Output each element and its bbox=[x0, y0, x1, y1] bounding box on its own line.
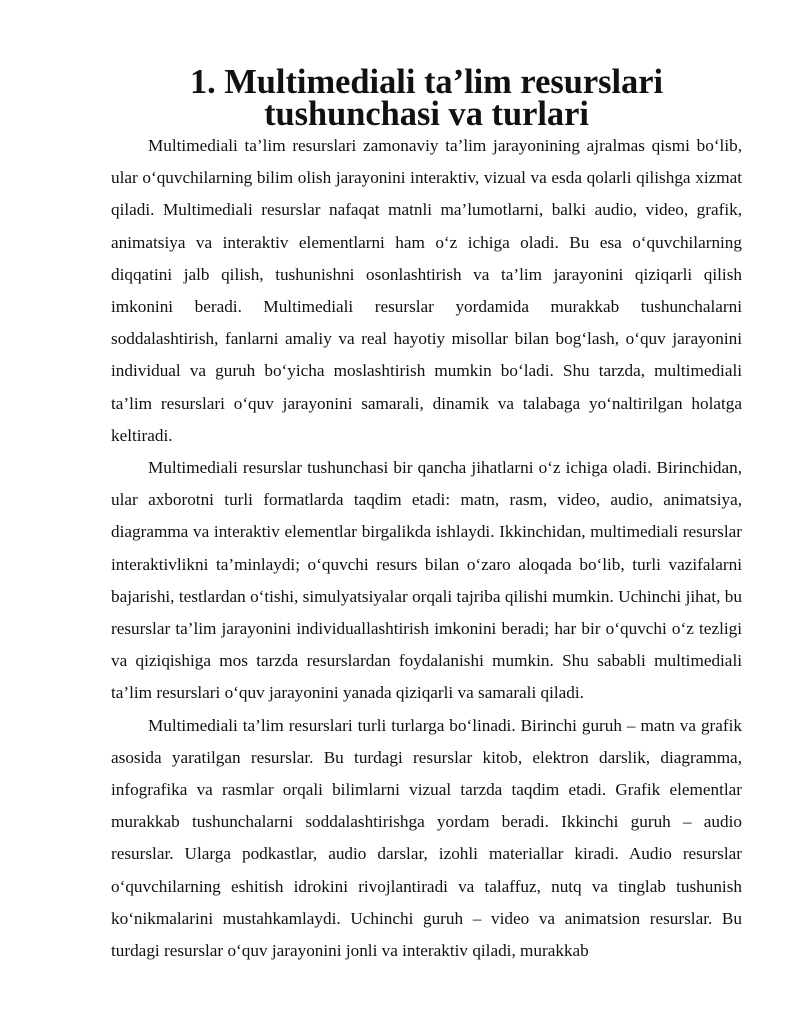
section-title: 1. Multimediali ta’lim resurslari tushunchasi va turlari bbox=[189, 63, 664, 133]
document-page bbox=[111, 63, 742, 967]
paragraph-2: Multimediali resurslar tushunchasi bir qancha jihatlarni o‘z ichiga oladi. Birinchidan, ular axborotni turli formatlarda taqdim etadi: matn, rasm, video, audio, animatsiya, diagramma va interaktiv elementlar birgalikda ishlaydi. Ikkinchidan, multimediali resurslar interaktivlikni ta’minlaydi; o‘quvchi resurs bilan o‘zaro aloqada bo‘lib, turli vazifalarni bajarishi, testlardan o‘tishi, simulyatsiyalar orqali tajriba qilishi mumkin. Uchinchi jihat, bu resurslar ta’lim jarayonini individuallashtirish imkonini beradi; har bir o‘quvchi o‘z tezligi va qiziqishiga mos tarzda resurslardan foydalanishi mumkin. Shu sababli multimediali ta’lim resurslari o‘quv jarayonini yanada qiziqarli va samarali qiladi. bbox=[111, 458, 742, 703]
paragraph-3: Multimediali ta’lim resurslari turli turlarga bo‘linadi. Birinchi guruh – matn va grafik asosida yaratilgan resurslar. Bu turdagi resurslar kitob, elektron darslik, diagramma, infografika va rasmlar orqali bilimlarni vizual tarzda taqdim etadi. Grafik elementlar murakkab tushunchalarni soddalashtirishga yordam beradi. Ikkinchi guruh – audio resurslar. Ularga podkastlar, audio darslar, izohli materiallar kiradi. Audio resurslar o‘quvchilarning eshitish idrokini rivojlantiradi va talaffuz, nutq va tinglab tushunish ko‘nikmalarini mustahkamlaydi. Uchinchi guruh – video va animatsion resurslar. Bu turdagi resurslar o‘quv jarayonini jonli va interaktiv qiladi, murakkab bbox=[111, 715, 742, 961]
paragraph-1: Multimediali ta’lim resurslari zamonaviy ta’lim jarayonining ajralmas qismi bo‘lib, ular o‘quvchilarning bilim olish jarayonini interaktiv, vizual va esda qolarli qilishga xizmat qiladi. Multimediali resurslar nafaqat matnli ma’lumotlarni, balki audio, video, grafik, animatsiya va interaktiv elementlarni ham o‘z ichiga oladi. Bu esa o‘quvchilarning diqqatini jalb qilish, tushunishni osonlashtirish va ta’lim jarayonini qiziqarli qilish imkonini beradi. Multimediali resurslar yordamida murakkab tushunchalarni soddalashtirish, fanlarni amaliy va real hayotiy misollar bilan bog‘lash, o‘quv jarayonini individual va guruh bo‘yicha moslashtirish mumkin bo‘ladi. Shu tarzda, multimediali ta’lim resurslari o‘quv jarayonini samarali, dinamik va talabaga yo‘naltirilgan holatga keltiradi. bbox=[111, 136, 742, 445]
